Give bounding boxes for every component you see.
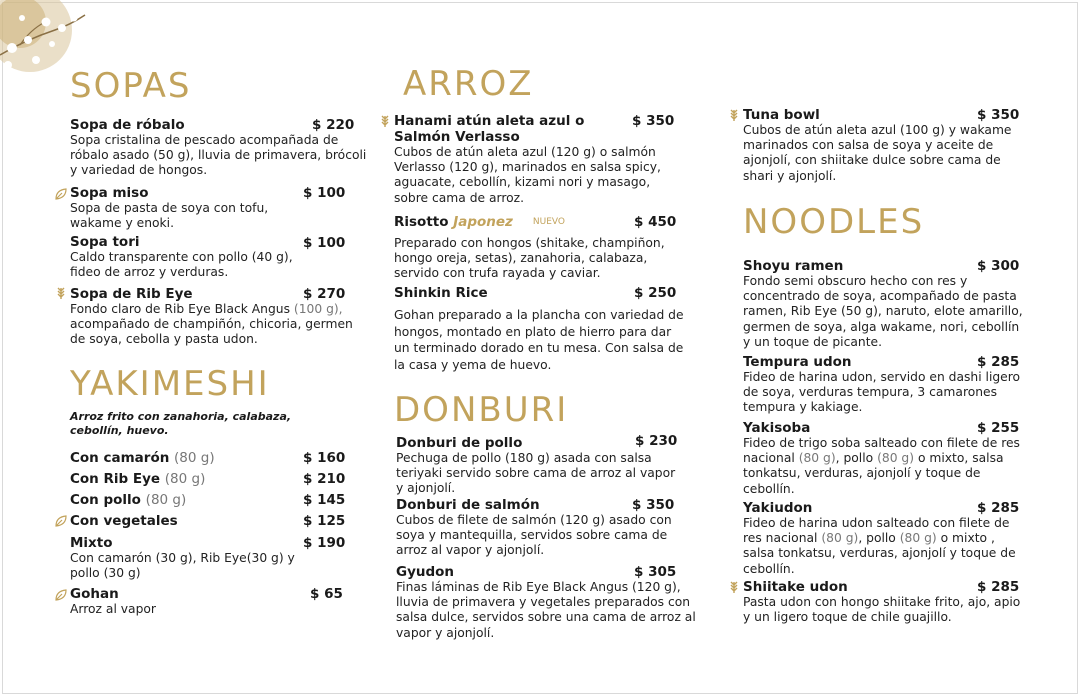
item-name-line2: Salmón Verlasso: [394, 129, 520, 145]
desc-gram: (80 g): [798, 451, 836, 466]
item-name-text: Con Rib Eye: [70, 471, 161, 487]
item-price: $ 210: [303, 471, 346, 487]
item-price: $ 300: [977, 258, 1020, 274]
item-name: Sopa de róbalo: [70, 117, 185, 133]
desc-text: o mixto , salsa tonkatsu, verduras, ajonjolí y toque de cebollín.: [743, 531, 1016, 576]
wheat-icon: [727, 108, 741, 122]
item-name-text: Con camarón: [70, 450, 170, 466]
item-price: $ 145: [303, 492, 346, 508]
desc-gram: (100 g),: [293, 302, 343, 316]
item-description: Cubos de atún aleta azul (100 g) y wakame marinados con salsa de soya y aceite de ajonjolí, con shiitake dulce sobre cama de shari y ajonjolí.: [743, 123, 1012, 183]
item-description: [743, 516, 1028, 577]
menu-item: [70, 492, 186, 508]
menu-item: [70, 450, 215, 466]
item-name: Yakisoba: [743, 420, 811, 436]
wheat-icon: [727, 580, 741, 594]
item-description: Fondo semi obscuro hecho con res y concentrado de soya, acompañado de pasta ramen, Rib Eye (50 g), naruto, elote amarillo, germen de soya, alga wakame, nori, cebollín y un toque de picante.: [743, 274, 1023, 349]
item-description: Gohan preparado a la plancha con variedad de hongos, montado en plato de hierro para dar un terminado dorado en tu mesa. Con salsa de la casa y yema de huevo.: [394, 308, 684, 372]
item-price: $ 450: [634, 214, 677, 230]
item-description: [743, 436, 1028, 497]
item-name: [70, 492, 186, 508]
item-name: Donburi de salmón: [396, 497, 540, 513]
item-price: $ 100: [303, 235, 346, 251]
section-title-arroz: ARROZ: [403, 64, 534, 104]
desc-gram: (80 g): [821, 531, 859, 546]
desc-text: o mixto, salsa tonkatsu, verduras, ajonjolí y toque de cebollín.: [743, 451, 1004, 496]
item-gram: (80 g): [164, 471, 206, 487]
wheat-icon: [54, 286, 68, 300]
item-description: Fideo de harina udon, servido en dashi ligero de soya, verduras tempura, 3 camarones tempura y kakiage.: [743, 370, 1021, 415]
menu-item: [70, 535, 310, 581]
item-description: [70, 302, 370, 348]
new-badge: NUEVO: [532, 217, 566, 227]
item-price: $ 230: [635, 433, 678, 449]
item-price: $ 350: [632, 113, 675, 129]
item-description: Finas láminas de Rib Eye Black Angus (120 g), lluvia de primavera y vegetales preparados con salsa dulce, servidos sobre una cama de arroz al vapor y ajonjolí.: [396, 580, 696, 640]
item-name: Tuna bowl: [743, 107, 820, 123]
desc-text: , pollo: [858, 531, 900, 546]
desc-gram: (80 g): [899, 531, 937, 546]
item-description: Sopa cristalina de pescado acompañada de róbalo asado (50 g), lluvia de primavera, brócoli y variedad de hongos.: [70, 133, 367, 178]
item-description: Sopa de pasta de soya con tofu, wakame y enoki.: [70, 201, 269, 231]
item-price: $ 305: [634, 564, 677, 580]
section-title-sopas: SOPAS: [70, 66, 192, 106]
wheat-icon: [378, 114, 392, 128]
leaf-icon: [54, 514, 68, 528]
item-name: Gyudon: [396, 564, 455, 580]
section-subtitle: Arroz frito con zanahoria, calabaza, cebollín, huevo.: [70, 410, 292, 437]
item-name-text: Con pollo: [70, 492, 141, 508]
item-description: Cubos de atún aleta azul (120 g) o salmón Verlasso (120 g), marinados en salsa spicy, aguacate, cebollín, kizami nori y masago, sobre cama de arroz.: [394, 145, 661, 205]
item-name: Sopa tori: [70, 234, 140, 250]
item-name: Shoyu ramen: [743, 258, 844, 274]
item-name: Shiitake udon: [743, 579, 848, 595]
item-price: $ 350: [632, 497, 675, 513]
item-price: $ 250: [634, 285, 677, 301]
leaf-icon: [54, 588, 68, 602]
item-name: Gohan: [70, 586, 119, 602]
item-price: $ 65: [310, 586, 343, 602]
leaf-icon: [54, 187, 68, 201]
item-name: Sopa miso: [70, 185, 149, 201]
item-price: $ 285: [977, 500, 1020, 516]
item-gram: (80 g): [174, 450, 215, 466]
item-name: Sopa de Rib Eye: [70, 286, 193, 302]
menu-item: [70, 586, 310, 617]
item-price: $ 270: [303, 286, 346, 302]
desc-text: Fondo claro de Rib Eye Black Angus: [70, 302, 294, 316]
item-description: Cubos de filete de salmón (120 g) asado con soya y mantequilla, servidos sobre cama de arroz al vapor y ajonjolí.: [396, 513, 672, 558]
item-price: $ 285: [977, 579, 1020, 595]
item-description: Arroz al vapor: [70, 602, 156, 616]
desc-text: Fideo de harina udon salteado con filete de res nacional: [743, 516, 1010, 546]
menu-item: [394, 113, 669, 206]
menu-item: [70, 234, 310, 280]
item-name: [70, 471, 205, 487]
item-name-accent: Japonez: [453, 214, 513, 230]
item-name: Donburi de pollo: [396, 435, 523, 451]
item-price: $ 350: [977, 107, 1020, 123]
desc-text: , pollo: [835, 451, 878, 466]
item-gram: (80 g): [145, 492, 187, 508]
item-name: Hanami atún aleta azul o: [394, 113, 585, 129]
item-price: $ 160: [303, 450, 346, 466]
item-name: Yakiudon: [743, 500, 813, 516]
menu-item: [70, 513, 178, 529]
item-price: $ 285: [977, 354, 1020, 370]
item-price: $ 255: [977, 420, 1020, 436]
item-price: $ 190: [303, 535, 346, 551]
item-name: Tempura udon: [743, 354, 852, 370]
item-name-text: Risotto: [394, 214, 449, 230]
item-name: Shinkin Rice: [394, 285, 488, 301]
item-price: $ 125: [303, 513, 346, 529]
item-description: Preparado con hongos (shitake, champiñon, hongo oreja, setas), zanahoria, calabaza, servido con trufa rayada y caviar.: [394, 236, 665, 281]
item-price: $ 220: [312, 117, 355, 133]
item-description: Caldo transparente con pollo (40 g), fideo de arroz y verduras.: [70, 250, 293, 280]
desc-text: acompañado de champiñón, chicoria, germen de soya, cebolla y pasta udon.: [70, 317, 353, 347]
item-name: [70, 450, 215, 466]
section-title-noodles: NOODLES: [743, 202, 925, 242]
menu-item: [70, 471, 205, 487]
item-price: $ 100: [303, 185, 346, 201]
menu-item: [70, 185, 310, 231]
section-title-donburi: DONBURI: [394, 390, 569, 430]
item-description: Pasta udon con hongo shiitake frito, ajo, apio y un ligero toque de chile guajillo.: [743, 595, 1021, 625]
section-title-yakimeshi: YAKIMESHI: [70, 364, 270, 404]
desc-text: Fideo de trigo soba salteado con filete de res nacional: [743, 436, 1020, 466]
item-name: Con vegetales: [70, 513, 178, 529]
item-description: Con camarón (30 g), Rib Eye(30 g) y pollo (30 g): [70, 551, 295, 581]
item-name: Mixto: [70, 535, 113, 551]
item-description: Pechuga de pollo (180 g) asada con salsa teriyaki servido sobre cama de arroz al vapor y ajonjolí.: [396, 451, 676, 496]
desc-gram: (80 g): [877, 451, 915, 466]
